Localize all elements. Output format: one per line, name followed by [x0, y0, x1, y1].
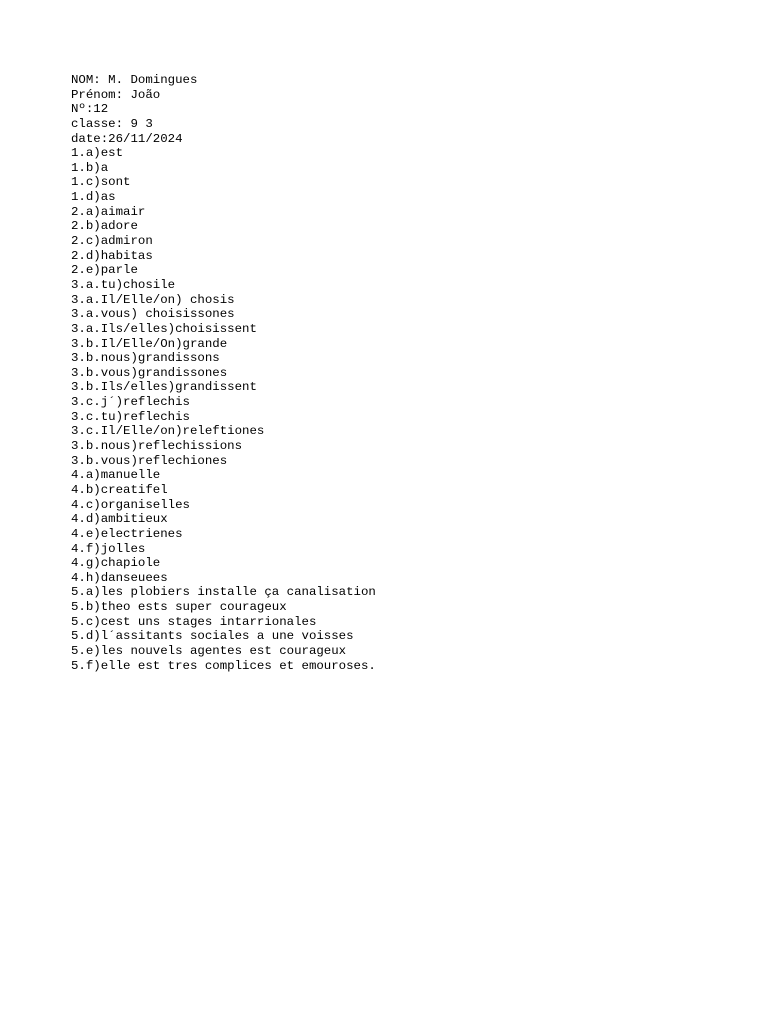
answer-line: 3.b.nous)reflechissions — [71, 439, 243, 454]
answer-line: 4.d)ambitieux — [71, 512, 168, 527]
date-line: date:26/11/2024 — [71, 131, 183, 146]
answer-line: 2.d)habitas — [71, 248, 153, 263]
answer-line: 2.c)admiron — [71, 234, 153, 249]
answer-line: 1.b)a — [71, 160, 109, 175]
answer-line: 2.e)parle — [71, 263, 138, 278]
answer-line: 3.a.Il/Elle/on) chosis — [71, 292, 235, 307]
answer-line: 4.b)creatifel — [71, 482, 168, 497]
answer-line: 3.b.vous)grandissones — [71, 365, 228, 380]
answer-sheet — [71, 73, 376, 673]
answer-line: 4.e)electrienes — [71, 526, 183, 541]
student-first-name-line: Prénom: João — [71, 87, 161, 102]
answer-line: 3.c.j´)reflechis — [71, 395, 190, 410]
answer-line: 5.f)elle est tres complices et emouroses. — [71, 658, 376, 673]
answer-line: 2.a)aimair — [71, 204, 146, 219]
answer-line: 3.a.vous) choisissones — [71, 307, 235, 322]
answer-line: 3.b.Il/Elle/On)grande — [71, 336, 228, 351]
answer-line: 4.a)manuelle — [71, 468, 161, 483]
answer-line: 5.c)cest uns stages intarrionales — [71, 614, 317, 629]
answer-line: 3.b.nous)grandissons — [71, 351, 220, 366]
class-line: classe: 9 3 — [71, 116, 153, 131]
answer-line: 5.e)les nouvels agentes est courageux — [71, 643, 347, 658]
answer-line: 4.h)danseuees — [71, 570, 168, 585]
answer-line: 5.a)les plobiers installe ça canalisation — [71, 585, 376, 600]
answer-line: 3.a.tu)chosile — [71, 277, 176, 292]
student-number-line: Nº:12 — [71, 102, 109, 117]
answer-line: 4.g)chapiole — [71, 556, 161, 571]
answer-line: 1.d)as — [71, 190, 116, 205]
answer-line: 4.c)organiselles — [71, 497, 190, 512]
answer-line: 3.b.Ils/elles)grandissent — [71, 380, 257, 395]
answer-line: 2.b)adore — [71, 219, 138, 234]
answer-line: 5.d)l´assitants sociales a une voisses — [71, 629, 354, 644]
answer-line: 3.c.Il/Elle/on)releftiones — [71, 424, 265, 439]
answer-line: 1.a)est — [71, 146, 124, 161]
answer-line: 4.f)jolles — [71, 541, 146, 556]
answer-line: 1.c)sont — [71, 175, 131, 190]
answer-line: 3.b.vous)reflechiones — [71, 453, 228, 468]
student-name-line: NOM: M. Domingues — [71, 73, 198, 87]
answer-line: 5.b)theo ests super courageux — [71, 600, 287, 615]
answer-line: 3.a.Ils/elles)choisissent — [71, 321, 257, 336]
answer-line: 3.c.tu)reflechis — [71, 409, 190, 424]
